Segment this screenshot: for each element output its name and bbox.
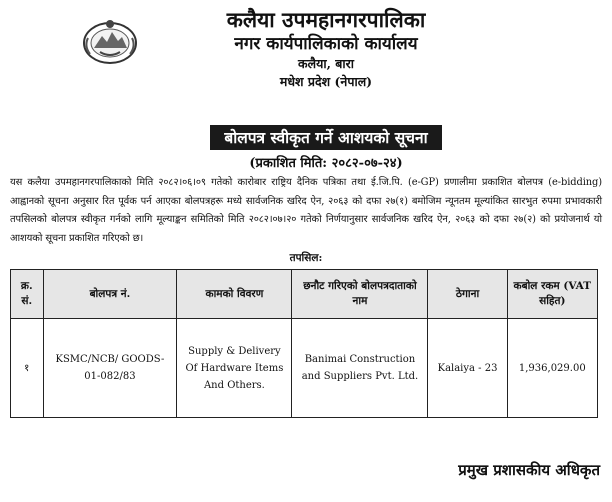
- table-row: [11, 319, 598, 418]
- notice-body: यस कलैया उपमहानगरपालिकाको मिति २०८२।०६।०९ गतेको कारोबार राष्ट्रिय दैनिक पत्रिका तथा ई.जि.पि. (e-GP) प्रणालीमा प्रकाशित बोलपत्र (e-bidding) आह्वानको सूचना अनुसार रित पूर्वक पर्न आएका बोलपत्रहरू मध्ये सार्वजनिक खरिद ऐन, २०६३ को दफा २७(१) बमोजिम न्यूनतम मूल्यांकित सारभुत रुपमा प्रभावकारी तपसिलको बोलपत्र स्वीकृत गर्नको लागि मूल्याङ्कन समितिको मिति २०८२।०७।२० गतेको निर्णयानुसार सार्वजनिक खरिद ऐन, २०६३ को दफा २७(२) को प्रयोजनार्थ यो आशयको सूचना प्रकाशित गरिएको छ।: [10, 177, 602, 244]
- table-header-row: [11, 270, 598, 319]
- cell-bidder: Banimai Construction and Suppliers Pvt. Ltd.: [292, 319, 428, 418]
- cell-description: Supply & Delivery Of Hardware Items And Others.: [177, 319, 292, 418]
- header-serial: क्र. सं.: [11, 270, 44, 319]
- header-amount: कबोल रकम (VAT सहित): [507, 270, 597, 319]
- header-bidder: छनौट गरिएको बोलपत्रदाताको नाम: [292, 270, 428, 319]
- signatory-title: प्रमुख प्रशासकीय अधिकृत: [458, 461, 600, 479]
- notice-title-wrap: [10, 125, 602, 150]
- header-bid-no: बोलपत्र नं.: [43, 270, 177, 319]
- notice-title: बोलपत्र स्वीकृत गर्ने आशयको सूचना: [210, 125, 441, 150]
- municipality-name: कलैया उपमहानगरपालिका: [226, 7, 426, 32]
- published-date: (प्रकाशित मिति: २०८२-०७-२४): [249, 156, 403, 171]
- letterhead: [10, 6, 602, 122]
- office-location: कलैया, बारा: [298, 56, 354, 71]
- office-name: नगर कार्यपालिकाको कार्यालय: [234, 34, 418, 54]
- bid-table: [10, 269, 598, 418]
- cell-bid-no: KSMC/NCB/ GOODS-01-082/83: [43, 319, 177, 418]
- cell-serial: १: [11, 319, 44, 418]
- header-description: कामको विवरण: [177, 270, 292, 319]
- nepal-emblem-icon: [80, 16, 140, 66]
- details-label: तपसिल:: [289, 252, 323, 265]
- province-name: मधेश प्रदेश (नेपाल): [279, 74, 373, 89]
- cell-location: Kalaiya - 23: [428, 319, 507, 418]
- cell-amount: 1,936,029.00: [507, 319, 597, 418]
- header-location: ठेगाना: [428, 270, 507, 319]
